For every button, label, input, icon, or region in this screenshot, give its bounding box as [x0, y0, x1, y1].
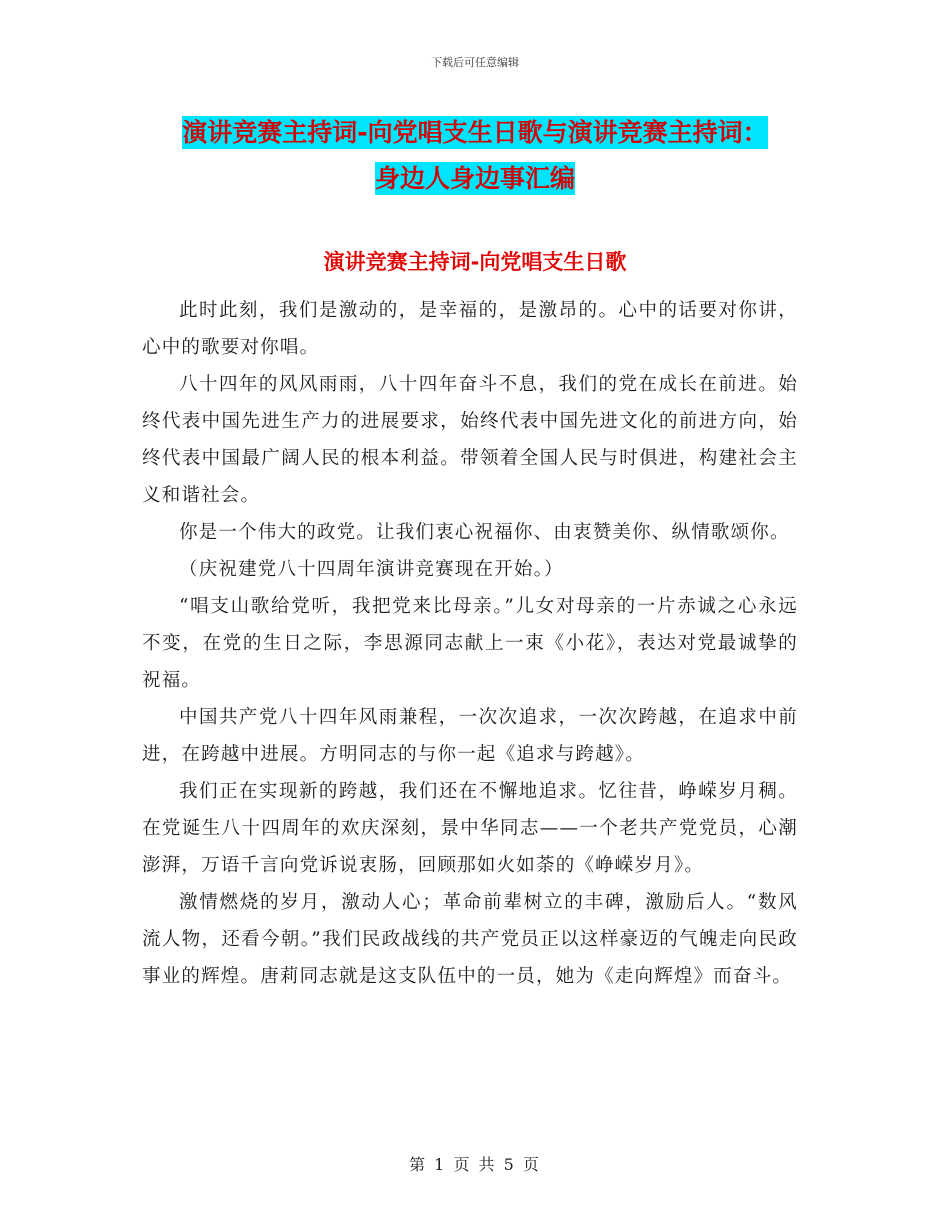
page-header: 下载后可任意编辑: [431, 56, 519, 69]
paragraph: 中国共产党八十四年风雨兼程，一次次追求，一次次跨越，在追求中前进，在跨越中进展。方明同志的与你一起《追求与跨越》。: [142, 707, 798, 765]
paragraph: “唱支山歌给党听，我把党来比母亲。”儿女对母亲的一片赤诚之心永远不变，在党的生日之际，李思源同志献上一束《小花》，表达对党最诚挚的祝福。: [142, 596, 798, 691]
document-title-line-1: 演讲竞赛主持词-向党唱支生日歌与演讲竞赛主持词：: [182, 118, 768, 147]
page-footer: 第 1 页 共 5 页: [409, 1155, 541, 1174]
paragraph: （庆祝建党八十四周年演讲竞赛现在开始。）: [179, 559, 564, 580]
paragraph: 我们正在实现新的跨越，我们还在不懈地追求。忆往昔，峥嵘岁月稠。在党诞生八十四周年的欢庆深刻，景中华同志——一个老共产党党员，心潮澎湃，万语千言向党诉说衷肠，回顾那如火如荼的《峥嵘岁月》。: [142, 781, 798, 876]
document-title: [120, 110, 830, 202]
paragraph: 八十四年的风风雨雨，八十四年奋斗不息，我们的党在成长在前进。始终代表中国先进生产力的进展要求，始终代表中国先进文化的前进方向，始终代表中国最广阔人民的根本利益。带领着全国人民与时俱进，构建社会主义和谐社会。: [142, 374, 798, 506]
document-title-line-2: 身边人身边事汇编: [374, 164, 575, 193]
paragraph: 你是一个伟大的政党。让我们衷心祝福你、由衷赞美你、纵情歌颂你。: [179, 522, 790, 543]
section-title: 演讲竞赛主持词-向党唱支生日歌: [323, 250, 627, 274]
body-text: [142, 292, 798, 995]
paragraph: 此时此刻，我们是激动的，是幸福的，是激昂的。心中的话要对你讲，心中的歌要对你唱。: [142, 300, 798, 358]
paragraph: 激情燃烧的岁月，激动人心；革命前辈树立的丰碑，激励后人。“数风流人物，还看今朝。”我们民政战线的共产党员正以这样豪迈的气魄走向民政事业的辉煌。唐莉同志就是这支队伍中的一员，她为《走向辉煌》而奋斗。: [142, 892, 798, 987]
